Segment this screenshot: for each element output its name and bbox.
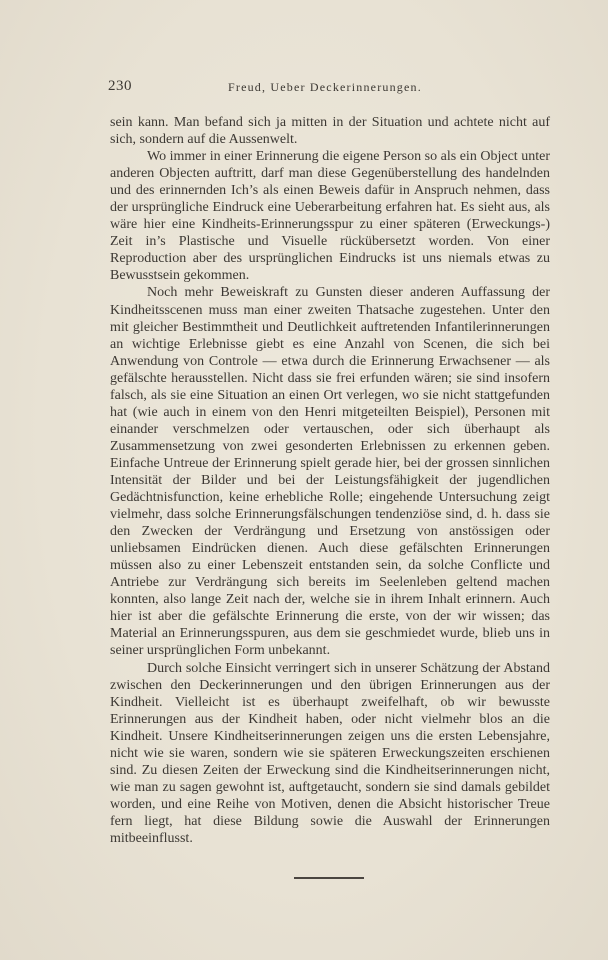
paragraph: Noch mehr Beweiskraft zu Gunsten dieser anderen Auffassung der Kindheitsscenen muss man einer zweiten Thatsache zugestehen. Unter den mit gleicher Bestimmtheit und Deutlichkeit auftretenden Infantilerinnerungen an wichtige Erlebnisse giebt es eine Anzahl von Scenen, die sich bei Anwendung von Controle — etwa durch die Erinnerung Erwachsener — als gefälschte herausstellen. Nicht dass sie frei erfunden wären; sie sind insofern falsch, als sie eine Situation an einen Ort verlegen, wo sie nicht stattgefunden hat (wie auch in einem von den Henri mitgeteilten Beispiel), Personen mit einander verschmelzen oder vertauschen, oder sich überhaupt als Zusammensetzung von zwei gesonderten Erlebnissen zu erkennen geben. Einfache Untreue der Erinnerung spielt gerade hier, bei der grossen sinnlichen Intensität der Bilder und bei der Leistungsfähigkeit der jugendlichen Gedächtnisfunction, keine erhebliche Rolle; eingehende Untersuchung zeigt vielmehr, dass solche Erinnerungsfälschungen tendenziöse sind, d. h. dass sie den Zwecken der Verdrängung und Ersetzung von anstössigen oder unliebsamen Eindrücken dienen. Auch diese gefälschten Erinnerungen müssen also zu einer Lebenszeit entstanden sein, da solche Conflicte und Antriebe zur Verdrängung sich bereits im Seelenleben geltend machen konnten, also lange Zeit nach der, welche sie in ihrem Inhalt erinnern. Auch hier ist aber die gefälschte Erinnerung die erste, von der wir wissen; das Material an Erinnerungsspuren, aus dem sie geschmiedet wurde, blieb uns in seiner ursprünglichen Form unbekannt.	[110, 285, 550, 659]
section-end-rule	[294, 877, 364, 879]
paragraph: sein kann. Man befand sich ja mitten in der Situation und achtete nicht auf sich, sondern auf die Aussenwelt.	[110, 115, 550, 148]
running-title: Freud, Ueber Deckerinnerungen.	[228, 80, 422, 94]
body-text	[110, 114, 550, 847]
paragraph: Durch solche Einsicht verringert sich in unserer Schätzung der Abstand zwischen den Deckerinnerungen und den übrigen Erinnerungen aus der Kindheit. Vielleicht ist es überhaupt zweifelhaft, ob wir bewusste Erinnerungen aus der Kindheit haben, oder nicht vielmehr blos an die Kindheit. Unsere Kindheitserinnerungen zeigen uns die ersten Lebensjahre, nicht wie sie waren, sondern wie sie späteren Erweckungszeiten erschienen sind. Zu diesen Zeiten der Erweckung sind die Kindheitserinnerungen nicht, wie man zu sagen gewohnt ist, auftgetaucht, sondern sie sind damals gebildet worden, und eine Reihe von Motiven, denen die Absicht historischer Treue fern liegt, hat diese Bildung sowie die Auswahl der Erinnerungen mitbeeinflusst.	[110, 660, 550, 846]
page-header	[108, 78, 548, 100]
page-number: 230	[108, 78, 132, 94]
paragraph: Wo immer in einer Erinnerung die eigene Person so als ein Object unter anderen Objecten auftritt, darf man diese Gegenüberstellung des handelnden und des erinnernden Ich’s als einen Beweis dafür in Anspruch nehmen, dass der ursprüngliche Eindruck eine Ueberarbeitung erfahren hat. Es sieht aus, als wäre hier eine Kindheits-Erinnerungsspur zu einer späteren (Erweckungs-) Zeit in’s Plastische und Visuelle rückübersetzt worden. Von einer Reproduction aber des ursprünglichen Eindrucks ist uns niemals etwas zu Bewusstsein gekommen.	[110, 149, 550, 284]
